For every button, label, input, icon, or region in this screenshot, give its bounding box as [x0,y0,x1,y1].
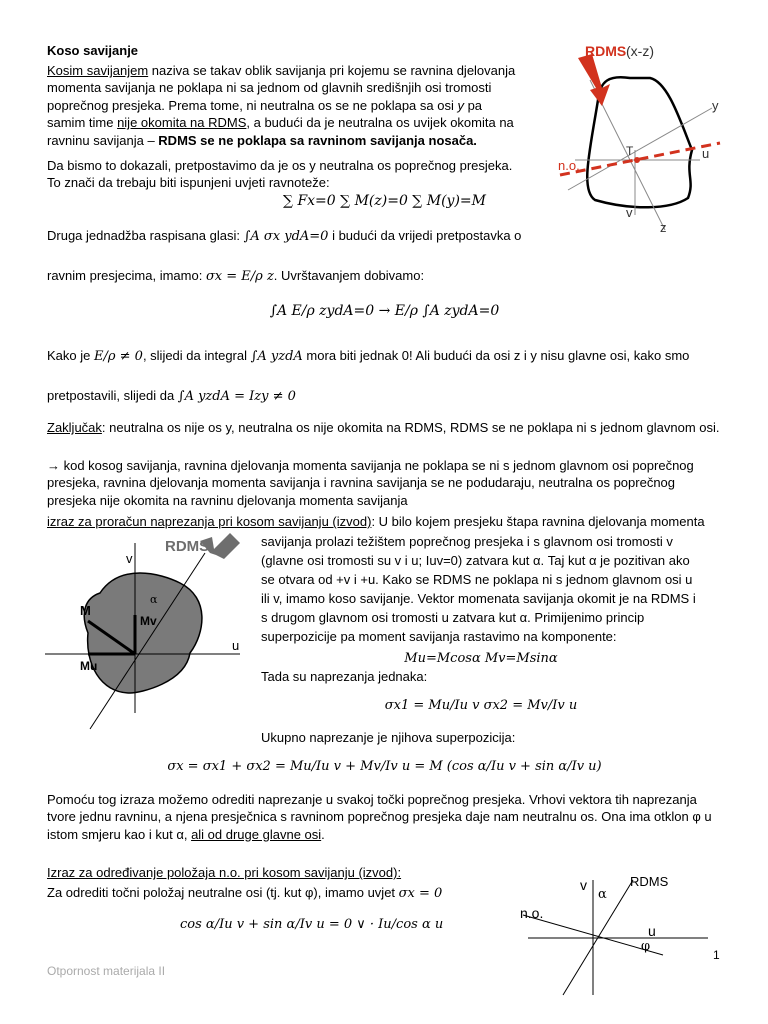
izraz1-line [47,513,722,530]
zakljucak-text: : neutralna os nije os y, neutralna os nije okomita na RDMS, RDMS se ne poklapa ni s jednom glavnom osi. [101,420,720,435]
zakljucak-label: Zaključak [47,420,102,435]
pomocu-underlined: ali od druge glavne osi [191,826,322,842]
izraz1-text: : U bilo kojem presjeku štapa ravnina djelovanja momenta [371,514,705,529]
pretpost-line [47,387,722,405]
fig1-v: v [626,205,633,220]
intro-text-3: , a budući da je neutralna os uvijek okomita na ravninu savijanja – [47,115,514,148]
pretpost-eq: ∫A yzdA = Izy ≠ 0 [177,389,296,404]
izraz1-label: izraz za proračun naprezanja pri kosom savijanju (izvod) [47,514,372,529]
section-title: Koso savijanje [47,43,139,58]
figure-moment-components [40,533,255,733]
centroid-point [634,157,640,163]
fig2-M: M [80,603,91,618]
kako-text: Kako je [47,348,94,363]
ravnim-end: . Uvrštavanjem dobivamo: [273,268,425,283]
ravnim-eq: σx = E/ρ z [205,269,274,284]
fig2-Mv: Mv [140,614,157,628]
druga-eq: ∫A σx ydA=0 [243,229,329,244]
intro-text-2: pa samim time [47,97,483,131]
fig3-v: v [580,877,587,893]
side-paragraph: savijanja prolazi težištem poprečnog presjeka i s glavnom osi tromosti v (glavne osi tromosti su v i u; Iuv=0) zatvara kut α. Taj kut α je pozitivan ako se otvara od +v i +u. Kako se RDMS ne poklapa ni s jednom glavnom osi u ili v, imamo koso savijanje. Vektor momenata savijanja okomit je na RDMS i s drugom glavnom osi tromosti u zatvara kut α. Primijenimo princip superpozicije pa moment savijanja rastavimo na komponente: [261,534,696,644]
eq-stresses: σx1 = Mu/Iu v σx2 = Mv/Iv u [384,698,578,713]
izraz2-label [47,864,517,881]
fig3-phi: φ [641,939,651,954]
fig2-v: v [126,551,133,566]
proof-intro: Da bismo to dokazali, pretpostavimo da je os y neutralna os poprečnog presjeka. To znači da trebaju biti ispunjeni uvjeti ravnoteže: [47,158,513,191]
druga-text: Druga jednadžba raspisana glasi: [47,228,240,243]
fig1-no: n.o. [558,158,580,173]
izraz2-text: Za odrediti točni položaj neutralne osi (tj. kut φ), imamo uvjet [47,885,399,900]
fig3-no: n.o. [520,905,544,921]
rdms-arrow [578,54,610,106]
fig3-alpha: α [598,887,607,902]
fig3-rdms: RDMS [630,874,669,889]
intro-paragraph [47,62,517,149]
arrow-paragraph: → kod kosog savijanja, ravnina djelovanja momenta savijanja ne poklapa se ni s jednom glavnom osi poprečnog presjeka, ravnina djelovanja momenta savijanja i ravnina savijanja se ne podudaraju, neutralna os poprečnog presjeka nije okomita na ravninu djelovanja momenta savijanja [47,458,694,508]
pomocu-text: Pomoću tog izraza možemo odrediti naprezanje u svakoj točki poprečnog presjeka. Vrhovi vektora tih naprezanja tvore jednu ravninu, a njena presječnica s ravninom poprečnog presjeka daje nam neutralnu os. Ona ima otklon φ u istom smjeru kao i kut α, [47,792,712,842]
figure-neutral-axis-angle [518,870,718,1000]
pretpost-text: pretpostavili, slijedi da [47,388,178,403]
intro-text-1: naziva se takav oblik savijanja pri kojemu se ravnina djelovanja momenta savijanja ne poklapa ni sa jednom od glavnih središnjih osi tromosti poprečnog presjeka. Prema tome, ni neutralna os se ne poklapa sa osi [47,63,516,113]
eq-final: cos α/Iu v + sin α/Iv u = 0 ∨ · Iu/cos α u [180,917,444,932]
neutral-axis [560,143,720,175]
fig1-z: z [660,220,667,235]
intro-y: y [457,97,464,113]
tada-text: Tada su naprezanja jednaka: [261,669,428,684]
fig1-title: RDMS [585,43,627,59]
eq-substitution: ∫A E/ρ zydA=0 → E/ρ ∫A zydA=0 [269,303,500,319]
pomocu-paragraph [47,791,722,843]
fig2-alpha: α [150,593,158,606]
ravnim-line [47,267,722,285]
eq-equilibrium: ∑ Fx=0 ∑ M(z)=0 ∑ M(y)=M [283,193,486,209]
eq-total: σx = σx1 + σx2 = Mu/Iu v + Mv/Iv u = M (cos α/Iu v + sin α/Iv u) [167,759,602,774]
intro-underlined-2: nije okomita na RDMS [117,115,247,131]
intro-underlined-term: Kosim savijanjem [47,63,149,78]
pomocu-end: . [321,826,325,842]
fig1-u: u [702,146,710,161]
intro-bold: RDMS se ne poklapa sa ravninom savijanja nosača. [158,132,477,148]
kako-int: ∫A yzdA [250,349,303,364]
page-number: 1 [713,948,720,962]
kako-eq: E/ρ ≠ 0 [93,349,143,364]
zakljucak-line [47,419,722,436]
kako-line [47,347,722,365]
izraz2-eq: σx = 0 [398,886,443,901]
ukupno-text: Ukupno naprezanje je njihova superpozicija: [261,730,516,745]
fig2-rdms: RDMS [165,538,210,555]
fig1-title2: (x-z) [626,43,654,59]
izraz2-underlined: Izraz za određivanje položaja n.o. pri kosom savijanju (izvod): [47,865,402,880]
ravnim-text: ravnim presjecima, imamo: [47,268,206,283]
footer-title: Otpornost materijala II [47,964,166,978]
kako-end: mora biti jednak 0! Ali budući da osi z i y nisu glavne osi, kako smo [302,348,690,363]
druga-end: i budući da vrijedi pretpostavka o [328,228,522,243]
section-shape [84,573,202,693]
fig1-y: y [712,98,719,113]
fig2-Mu: Mu [80,659,98,673]
izraz2-line [47,884,517,902]
figure-rdms-section [540,40,730,240]
eq-components: Mu=Mcosα Mv=Msinα [404,651,558,666]
fig2-u: u [232,638,240,653]
fig3-u: u [648,923,656,939]
kako-mid: , slijedi da integral [142,348,251,363]
fig1-T: T [626,144,634,158]
